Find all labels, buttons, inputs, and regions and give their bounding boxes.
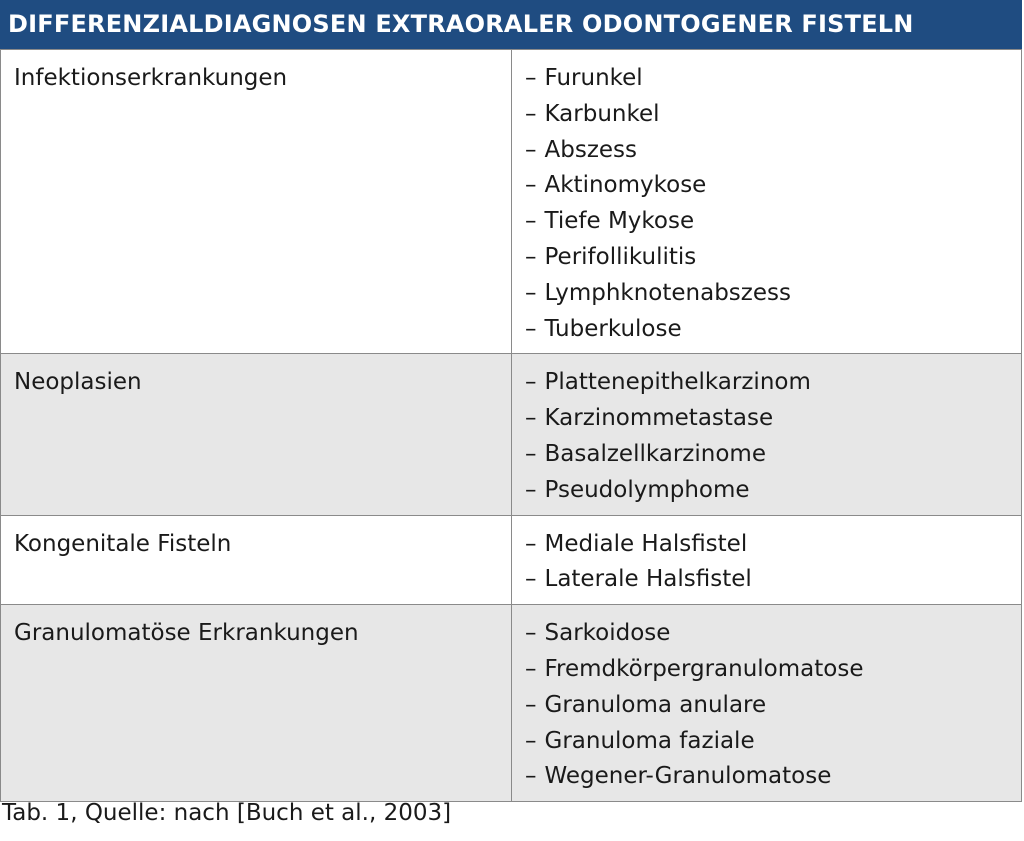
bullet-dash: – [525, 243, 537, 270]
table-row [1, 605, 1022, 802]
diagnosis-label: Furunkel [544, 65, 643, 91]
bullet-dash: – [525, 65, 537, 91]
diagnosis-list [525, 616, 1021, 795]
bullet-dash: – [525, 620, 537, 647]
bullet-dash: – [525, 279, 537, 306]
list-item [525, 759, 1021, 795]
bullet-dash: – [525, 476, 537, 503]
diagnosis-label: Plattenepithelkarzinom [544, 369, 811, 396]
diagnosis-label: Sarkoidose [544, 620, 671, 647]
table-row [1, 515, 1022, 605]
diagnosis-label: Granuloma anulare [544, 691, 767, 718]
diagnosis-label: Granuloma faziale [544, 727, 755, 754]
diagnosis-label: Abszess [544, 136, 638, 163]
list-item [525, 616, 1021, 652]
diagnosis-label: Lymphknotenabszess [544, 279, 791, 306]
bullet-dash: – [525, 655, 537, 682]
list-item [525, 61, 1021, 97]
list-item [525, 652, 1021, 688]
diagnosis-label: Basalzellkarzinome [544, 440, 766, 467]
list-item [525, 240, 1021, 276]
category-cell [1, 605, 512, 802]
bullet-dash: – [525, 100, 537, 127]
diagnosis-list [525, 61, 1021, 347]
list-item [525, 724, 1021, 760]
items-cell [512, 515, 1022, 605]
list-item [525, 133, 1021, 169]
bullet-dash: – [525, 727, 537, 754]
category-cell [1, 50, 512, 354]
bullet-dash: – [525, 440, 537, 467]
diagnosis-label: Tuberkulose [544, 315, 682, 342]
list-item [525, 688, 1021, 724]
bullet-dash: – [525, 405, 537, 432]
category-cell [1, 515, 512, 605]
bullet-dash: – [525, 763, 537, 790]
table-title: DIFFERENZIALDIAGNOSEN EXTRAORALER ODONTOGENER FISTELN [0, 0, 1022, 49]
list-item [525, 365, 1021, 401]
category-cell [1, 354, 512, 515]
items-cell [512, 605, 1022, 802]
bullet-dash: – [525, 691, 537, 718]
list-item [525, 527, 1021, 563]
diagnosis-label: Tiefe Mykose [544, 208, 695, 235]
differential-diagnosis-table [0, 49, 1022, 802]
bullet-dash: – [525, 172, 537, 199]
bullet-dash: – [525, 136, 537, 163]
table-row [1, 50, 1022, 354]
list-item [525, 401, 1021, 437]
diagnosis-list [525, 365, 1021, 508]
list-item [525, 437, 1021, 473]
items-cell [512, 50, 1022, 354]
bullet-dash: – [525, 566, 537, 593]
list-item [525, 473, 1021, 509]
list-item [525, 312, 1021, 348]
list-item [525, 204, 1021, 240]
category-label: Neoplasien [14, 369, 142, 396]
list-item [525, 168, 1021, 204]
bullet-dash: – [525, 315, 537, 342]
bullet-dash: – [525, 530, 537, 557]
diagnosis-list [525, 527, 1021, 599]
diagnosis-label: Perifollikulitis [544, 243, 697, 270]
diagnosis-label: Aktinomykose [544, 172, 707, 199]
bullet-dash: – [525, 369, 537, 396]
diagnosis-label: Karzinommetastase [544, 405, 774, 432]
diagnosis-label: Karbunkel [544, 100, 660, 127]
table-row [1, 354, 1022, 515]
list-item [525, 97, 1021, 133]
category-label: Kongenitale Fisteln [14, 530, 232, 557]
table-caption: Tab. 1, Quelle: nach [Buch et al., 2003] [2, 800, 452, 826]
category-label: Infektionserkrankungen [14, 65, 288, 91]
diagnosis-label: Fremdkörpergranulomatose [544, 655, 864, 682]
diagnosis-label: Wegener-Granulomatose [544, 763, 832, 790]
list-item [525, 276, 1021, 312]
category-label: Granulomatöse Erkrankungen [14, 620, 359, 647]
items-cell [512, 354, 1022, 515]
diagnosis-label: Pseudolymphome [544, 476, 750, 503]
diagnosis-label: Mediale Halsfistel [544, 530, 748, 557]
bullet-dash: – [525, 208, 537, 235]
diagnosis-label: Laterale Halsfistel [544, 566, 752, 593]
list-item [525, 562, 1021, 598]
